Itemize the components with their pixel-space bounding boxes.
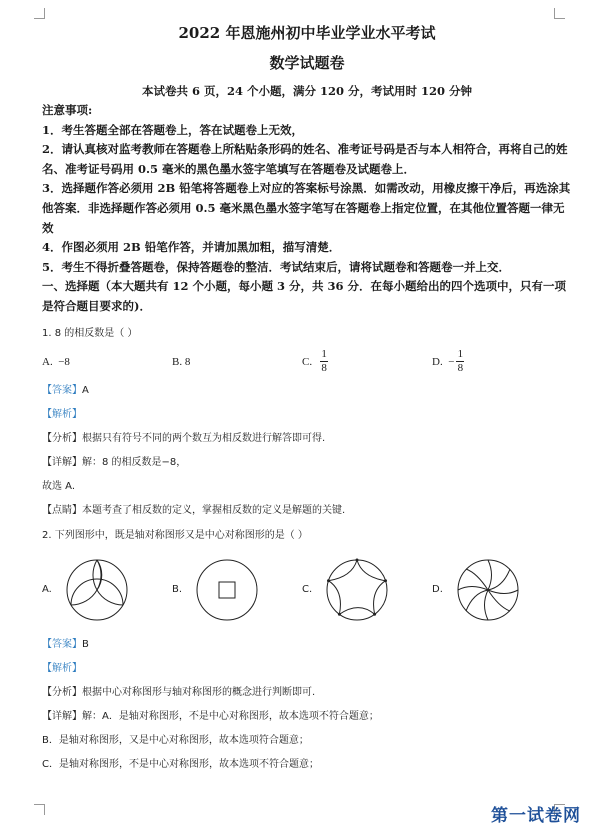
option-label: C.: [302, 584, 313, 596]
note-item: 5．考生不得折叠答题卷，保持答题卷的整洁．考试结束后，请将试题卷和答题卷一并上交．: [42, 259, 510, 274]
answer-value: A: [82, 384, 89, 396]
answer-tag: 【答案】: [42, 384, 82, 396]
answer-value: B: [82, 638, 89, 650]
fraction-numerator: 1: [457, 348, 464, 361]
option-c: [302, 557, 432, 623]
option-b-explanation: B．是轴对称图形，又是中心对称图形，故本选项符合题意；: [42, 734, 309, 746]
question-1-stem: 1. 8 的相反数是（ ）: [42, 327, 138, 339]
answer-tag: 【答案】: [42, 638, 82, 650]
dianjing-tag: 【点睛】: [42, 504, 82, 516]
conclusion-line: 故选 A.: [42, 480, 76, 492]
crop-mark-top-left: [34, 8, 45, 19]
xiangjie-tag: 【详解】: [42, 710, 82, 722]
fenxi-text: 根据只有符号不同的两个数互为相反数进行解答即可得.: [82, 432, 326, 444]
crop-mark-top-right: [554, 8, 565, 19]
dianjing-line: [42, 499, 572, 523]
xiangjie-text: 解：A．是轴对称图形，不是中心对称图形，故本选项不符合题意；: [82, 710, 379, 722]
fraction: [456, 348, 464, 375]
option-sign: −: [448, 355, 455, 368]
fenxi-tag: 【分析】: [42, 432, 82, 444]
exam-subtitle: 数学试题卷: [269, 54, 345, 72]
analysis-tag: 【解析】: [42, 408, 82, 420]
figure-d-circle-swirl: [455, 557, 521, 623]
question-2-options: [42, 547, 572, 633]
fenxi-text: 根据中心对称图形与轴对称图形的概念进行判断即可.: [82, 686, 316, 698]
question-1: [42, 325, 572, 523]
option-value: −8: [58, 355, 70, 368]
option-d: [432, 557, 562, 623]
option-c: [302, 348, 432, 375]
notes-section: [42, 101, 572, 317]
note-item: 4．作图必须用 2B 铅笔作答，并请加黑加粗，描写清楚．: [42, 240, 341, 255]
figure-a-circle-arcs: [64, 557, 130, 623]
note-item: 2．请认真核对监考教师在答题卷上所粘贴条形码的姓名、准考证号码是否与本人相符合，再将自己的姓名、准考证号码用 0.5 毫米的黑色墨水签字笔填写在答题卷及试题卷上．: [42, 142, 568, 176]
fraction-denominator: 8: [457, 362, 464, 375]
watermark-logo: 第一试卷网: [491, 806, 581, 826]
analysis-tag: 【解析】: [42, 662, 82, 674]
fenxi-line: [42, 427, 572, 451]
question-2: [42, 527, 572, 777]
fraction-numerator: 1: [321, 348, 327, 361]
note-item: 1．考生答题全部在答题卷上，答在试题卷上无效，: [42, 122, 303, 137]
xiangjie-line: [42, 451, 572, 475]
option-label: A.: [42, 584, 52, 596]
answer-line: [42, 379, 572, 403]
option-value: 8: [184, 355, 191, 368]
xiangjie-line: [42, 705, 572, 729]
fenxi-line: [42, 681, 572, 705]
figure-c-circle-pentagon: [324, 557, 390, 623]
dianjing-text: 本题考查了相反数的定义，掌握相反数的定义是解题的关键.: [82, 504, 346, 516]
exam-meta: 本试卷共 6 页，24 个小题，满分 120 分，考试用时 120 分钟: [141, 84, 473, 98]
option-b: [172, 557, 302, 623]
option-label: B.: [172, 355, 183, 368]
option-label: A.: [42, 355, 53, 368]
xiangjie-tag: 【详解】: [42, 456, 82, 468]
fraction: [320, 348, 328, 375]
exam-page: [42, 22, 572, 777]
option-label: D.: [432, 355, 443, 368]
option-b: [172, 356, 302, 368]
crop-mark-bottom-left: [34, 804, 45, 815]
option-label: D.: [432, 584, 443, 596]
option-c-explanation: C．是轴对称图形，不是中心对称图形，故本选项不符合题意；: [42, 758, 319, 770]
option-label: B.: [172, 584, 183, 596]
fenxi-tag: 【分析】: [42, 686, 82, 698]
figure-b-circle-square: [194, 557, 260, 623]
xiangjie-text: 解：8 的相反数是−8，: [82, 456, 187, 468]
option-a: [42, 557, 172, 623]
notes-heading: 注意事项:: [42, 103, 93, 117]
note-item: 3．选择题作答必须用 2B 铅笔将答题卷上对应的答案标号涂黑．如需改动，用橡皮擦干净后，再选涂其他答案．非选择题作答必须用 0.5 毫米黑色墨水签字笔写在答题卷上指定位置，在其他位置答题一律无效: [42, 181, 571, 235]
analysis-line: [42, 657, 572, 681]
question-2-stem: 2. 下列图形中，既是轴对称图形又是中心对称图形的是（ ）: [42, 529, 308, 541]
option-a: [42, 356, 172, 368]
fraction-denominator: 8: [321, 362, 327, 375]
section-heading: 一、选择题（本大题共有 12 个小题，每小题 3 分，共 36 分．在每小题给出的四个选项中，只有一项是符合题目要求的)．: [42, 279, 567, 313]
option-label: C.: [302, 355, 313, 368]
exam-title: 2022 年恩施州初中毕业学业水平考试: [178, 24, 436, 42]
option-d: [432, 348, 562, 375]
answer-line: [42, 633, 572, 657]
analysis-line: [42, 403, 572, 427]
question-1-options: [42, 345, 572, 379]
